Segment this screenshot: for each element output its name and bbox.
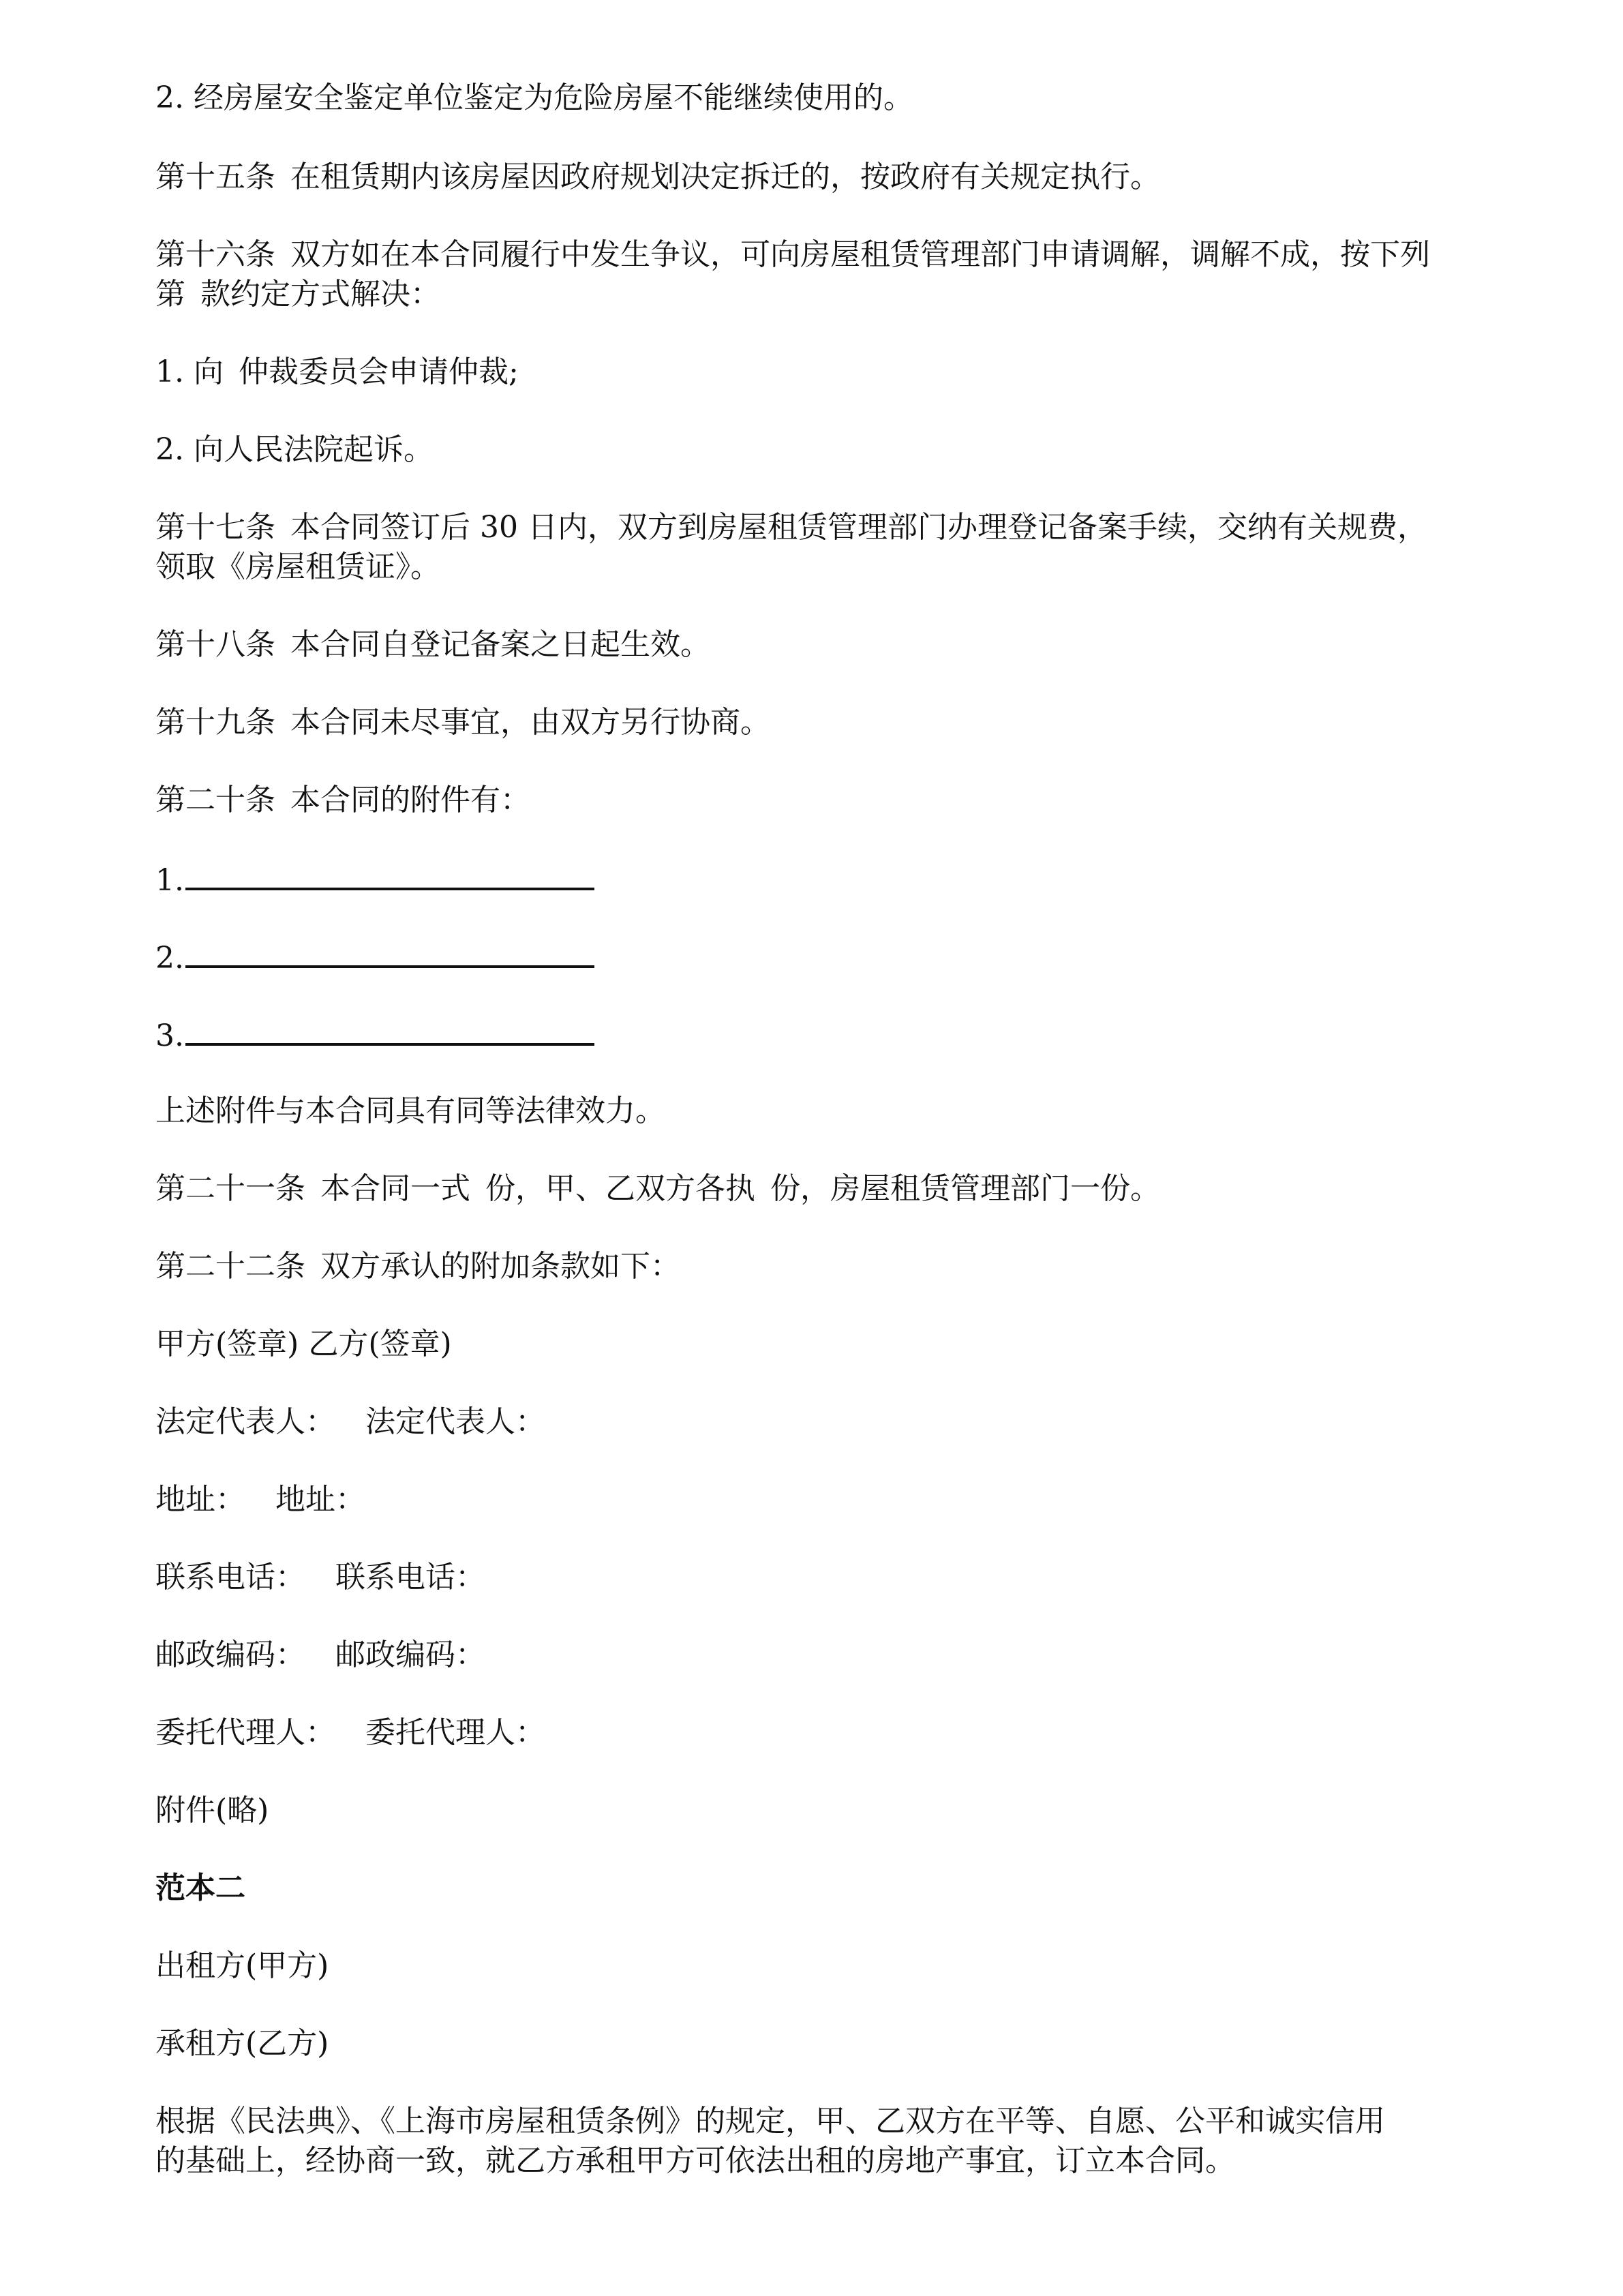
party-label: 承租方(乙方) [155, 2026, 329, 2061]
clause-16-line-2 [155, 274, 440, 315]
clause-text: 第 [155, 277, 185, 312]
paragraph-text: 2. 经房屋安全鉴定单位鉴定为危险房屋不能继续使用的。 [155, 80, 913, 115]
clause-text: 本合同一式 [320, 1171, 470, 1206]
option-text: 1. 向 [155, 354, 224, 389]
address-row [155, 1479, 365, 1520]
party-a-field-label: 邮政编码： [155, 1637, 305, 1672]
clause-17-line-1 [155, 507, 1427, 548]
clause-text: 在租赁期内该房屋因政府规划决定拆迁的，按政府有关规定执行。 [290, 160, 1160, 194]
attachment-omitted-note [155, 1790, 269, 1831]
clause-number: 第二十条 [155, 783, 275, 817]
attachment-item-1 [155, 858, 594, 901]
clause-text: 款约定方式解决： [200, 277, 440, 312]
paragraph-text: 附件(略) [155, 1793, 269, 1828]
attachment-validity-note [155, 1091, 665, 1132]
party-a-field-label: 地址： [155, 1482, 245, 1517]
party-b-field-label: 联系电话： [335, 1560, 485, 1595]
clause-text: 份，房屋租赁管理部门一份。 [770, 1171, 1160, 1206]
clause-text: 本合同未尽事宜，由双方另行协商。 [290, 705, 770, 740]
party-a-field-label: 法定代表人： [155, 1404, 335, 1439]
clause-text: 本合同签订后 30 日内，双方到房屋租赁管理部门办理登记备案手续，交纳有关规费， [290, 510, 1427, 545]
attachment-blank-field [185, 1013, 594, 1046]
lessor-line [155, 1946, 329, 1987]
postal-code-row [155, 1635, 485, 1676]
clause-number: 第十五条 [155, 160, 275, 194]
attachment-blank-field [185, 858, 594, 890]
attachment-item-3 [155, 1013, 594, 1057]
party-b-field-label: 委托代理人： [365, 1715, 545, 1750]
clause-number: 第十八条 [155, 627, 275, 662]
lessee-line [155, 2023, 329, 2064]
clause-number: 第二十一条 [155, 1171, 305, 1206]
option-text: 仲裁委员会申请仲裁; [238, 354, 519, 389]
party-label: 出租方(甲方) [155, 1948, 329, 1983]
attachment-number: 3. [155, 1018, 184, 1053]
clause-text: 本合同的附件有： [290, 783, 530, 817]
clause-21 [155, 1168, 1160, 1209]
party-a-field-label: 委托代理人： [155, 1715, 335, 1750]
preamble-line-2 [155, 2141, 1235, 2181]
clause-number: 第二十二条 [155, 1249, 305, 1284]
party-b-field-label: 地址： [275, 1482, 365, 1517]
clause-text: 份，甲、乙双方各执 [485, 1171, 755, 1206]
clause-20 [155, 780, 530, 821]
party-b-field-label: 法定代表人： [365, 1404, 545, 1439]
clause-19 [155, 702, 770, 743]
clause-16-line-1 [155, 235, 1430, 275]
clause-17-line-2 [155, 547, 440, 588]
authorized-agent-row [155, 1712, 545, 1753]
clause-text: 本合同自登记备案之日起生效。 [290, 627, 710, 662]
clause-text: 双方如在本合同履行中发生争议，可向房屋租赁管理部门申请调解，调解不成，按下列 [290, 237, 1430, 272]
paragraph-text: 的基础上，经协商一致，就乙方承租甲方可依法出租的房地产事宜，订立本合同。 [155, 2143, 1235, 2178]
section-heading: 范本二 [155, 1871, 245, 1905]
signature-label: 甲方(签章) 乙方(签章) [155, 1327, 452, 1361]
party-a-field-label: 联系电话： [155, 1560, 305, 1595]
attachment-number: 2. [155, 941, 184, 976]
preamble-line-1 [155, 2101, 1385, 2142]
paragraph-text: 上述附件与本合同具有同等法律效力。 [155, 1093, 665, 1128]
clause-16-option-1 [155, 352, 519, 393]
clause-number: 第十七条 [155, 510, 275, 545]
clause-15 [155, 157, 1160, 198]
signature-parties [155, 1324, 452, 1365]
clause-number: 第十六条 [155, 237, 275, 272]
attachment-blank-field [185, 935, 594, 968]
clause-number: 第十九条 [155, 705, 275, 740]
attachment-number: 1. [155, 863, 184, 898]
option-text: 2. 向人民法院起诉。 [155, 432, 434, 467]
clause-14-item-2 [155, 78, 913, 119]
clause-text: 双方承认的附加条款如下： [320, 1249, 680, 1284]
phone-row [155, 1557, 485, 1598]
clause-18 [155, 624, 710, 665]
party-b-field-label: 邮政编码： [335, 1637, 485, 1672]
legal-representative-row [155, 1402, 545, 1442]
attachment-item-2 [155, 935, 594, 979]
clause-16-option-2 [155, 429, 434, 470]
clause-22 [155, 1246, 680, 1287]
template-2-heading [155, 1868, 245, 1909]
clause-text: 领取《房屋租赁证》。 [155, 549, 440, 584]
paragraph-text: 根据《民法典》、《上海市房屋租赁条例》的规定，甲、乙双方在平等、自愿、公平和诚实信用 [155, 2104, 1385, 2139]
